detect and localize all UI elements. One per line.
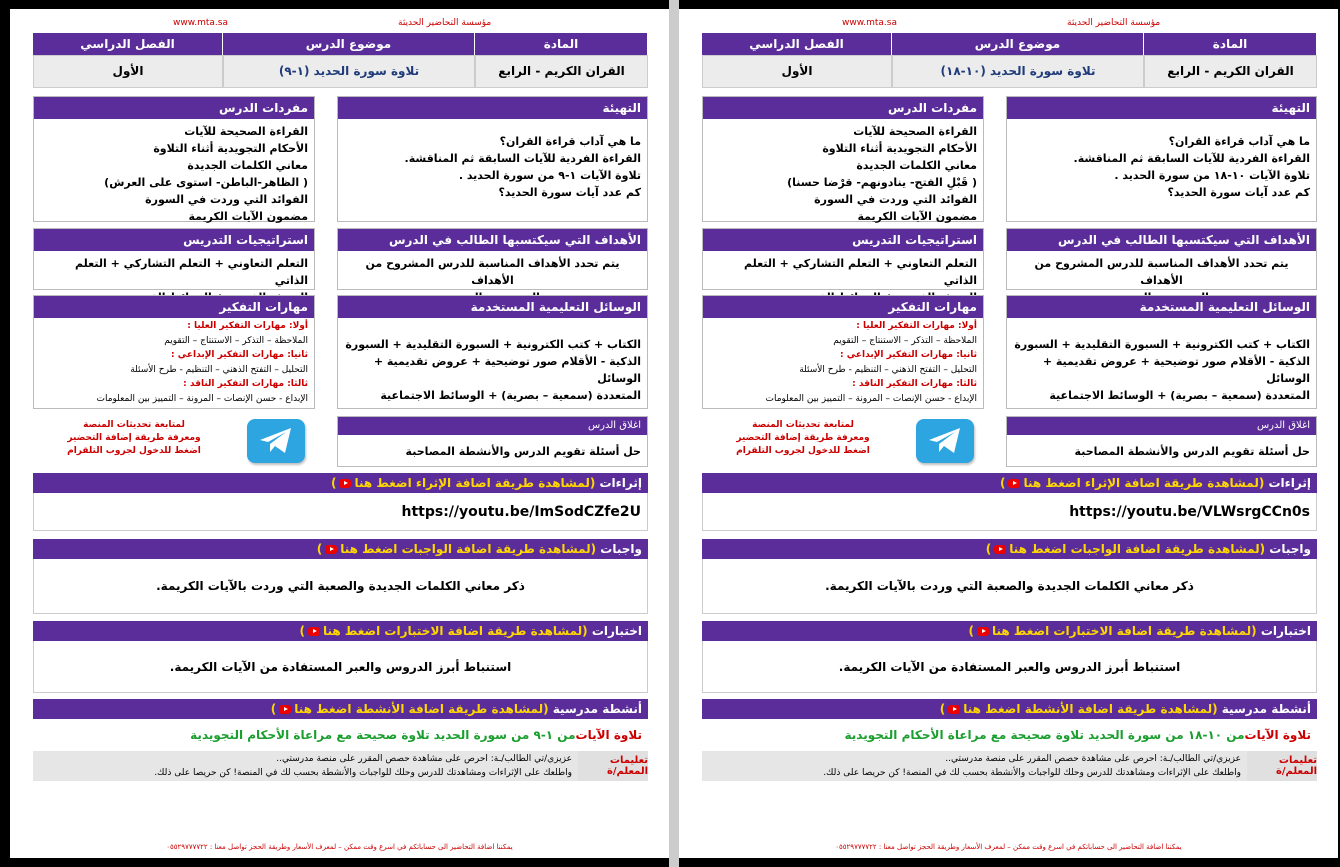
goals-section <box>337 228 648 290</box>
strategies-title: استراتيجيات التدريس <box>34 229 314 251</box>
intro-section <box>1006 96 1317 222</box>
telegram-promo[interactable] <box>728 419 878 458</box>
tests-label: اختبارات <box>587 624 642 638</box>
instructions-line: واطلعك على الإثراءات ومشاهدتك للدرس وحلك للواجبات والأنشطة بحسب لك في المنصة! كن حريصا على ذلك. <box>823 768 1241 778</box>
activities-header[interactable]: أنشطة مدرسية (لمشاهدة طريقة اضافة الأنشطة اضغط هنا) <box>702 699 1317 719</box>
youtube-icon[interactable] <box>977 627 989 636</box>
left-border <box>0 0 10 867</box>
th-topic: موضوع الدرس <box>223 33 475 55</box>
tests-body <box>33 641 648 693</box>
strategies-title: استراتيجيات التدريس <box>703 229 983 251</box>
th-topic: موضوع الدرس <box>892 33 1144 55</box>
tests-text: استنباط أبرز الدروس والعبر المستفادة من الآيات الكريمة. <box>838 659 1181 674</box>
subject-value: القران الكريم - الرابع <box>475 55 648 88</box>
enrichment-link[interactable]: https://youtu.be/ImSodCZfe2U <box>401 503 641 520</box>
promo-line: اضغط للدخول لجروب التلقرام <box>67 446 201 456</box>
youtube-icon[interactable] <box>948 705 960 714</box>
media-section <box>1006 295 1317 409</box>
activities-label: أنشطة مدرسية <box>548 702 642 716</box>
skills-heading: ثالثا: مهارات التفكير الناقد : <box>852 379 977 389</box>
closing-text: حل أسئلة تقويم الدرس والأنشطة المصاحبة <box>1074 445 1310 458</box>
tests-header[interactable]: اختبارات (لمشاهدة طريقة اضافة الاختبارات اضغط هنا) <box>702 621 1317 641</box>
vocab-line: مضمون الآيات الكريمة <box>188 210 308 223</box>
skills-heading: أولا: مهارات التفكير العليا : <box>856 321 977 331</box>
goals-line: يتم تحدد الأهداف المناسبة للدرس المشروح من الأهداف <box>1034 257 1289 287</box>
lesson-plan-page <box>10 9 669 858</box>
instructions-line: عزيزي/تي الطالب/ـة: احرص على مشاهدة حصص المقرر على منصة مدرستي.. <box>276 754 572 764</box>
instructions-line: واطلعك على الإثراءات ومشاهدتك للدرس وحلك للواجبات والأنشطة بحسب لك في المنصة! كن حريصا على ذلك. <box>154 768 572 778</box>
activities-red-text: تلاوة الآيات <box>1244 728 1311 742</box>
activities-body <box>33 719 648 751</box>
media-line: المتعددة (سمعية – بصرية) + الوسائط الاجتماعية <box>1049 389 1310 402</box>
tests-link-text[interactable]: (لمشاهدة طريقة اضافة الاختبارات اضغط هنا <box>992 624 1257 638</box>
youtube-icon[interactable] <box>994 545 1006 554</box>
page-separator <box>669 0 679 867</box>
vocab-section <box>33 96 315 222</box>
topic-value: تلاوة سورة الحديد (١-٩) <box>223 55 475 88</box>
site-url[interactable]: www.mta.sa <box>173 18 228 28</box>
instructions-line: عزيزي/تي الطالب/ـة: احرص على مشاهدة حصص المقرر على منصة مدرستي.. <box>945 754 1241 764</box>
skills-line: التحليل – التفتح الذهني – التنظيم - طرح الأسئلة <box>799 364 977 375</box>
youtube-icon[interactable] <box>279 705 291 714</box>
media-title: الوسائل التعليمية المستخدمة <box>338 296 647 318</box>
closing-title: اغلاق الدرس <box>1007 417 1316 435</box>
activities-link-text[interactable]: (لمشاهدة طريقة اضافة الأنشطة اضغط هنا <box>963 702 1218 716</box>
activities-green-text: من ١٠-١٨ من سورة الحديد تلاوة صحيحة مع مراعاة الأحكام التجويدية <box>844 728 1245 742</box>
tests-text: استنباط أبرز الدروس والعبر المستفادة من الآيات الكريمة. <box>169 659 512 674</box>
media-title: الوسائل التعليمية المستخدمة <box>1007 296 1316 318</box>
closing-section <box>1006 416 1317 467</box>
media-section <box>337 295 648 409</box>
homework-label: واجبات <box>596 542 642 556</box>
vocab-line: الفوائد التي وردت في السورة <box>145 193 308 206</box>
media-line: الكتاب + كتب الكترونية + السبورة التقليدية + السبورة <box>345 338 641 351</box>
media-line: الذكية - الأقلام صور توضيحية + عروض تقديمية + الوسائل <box>1042 355 1310 385</box>
activities-body <box>702 719 1317 751</box>
instructions-text <box>702 751 1247 781</box>
telegram-icon[interactable] <box>916 419 974 463</box>
strategies-section <box>702 228 984 290</box>
vocab-line: مضمون الآيات الكريمة <box>857 210 977 223</box>
strategy-line: التعلم التعاوني + التعلم التشاركي + التعلم الذاتي <box>75 257 308 287</box>
semester-value: الأول <box>702 55 892 88</box>
skills-heading: ثالثا: مهارات التفكير الناقد : <box>183 379 308 389</box>
semester-value: الأول <box>33 55 223 88</box>
homework-body <box>33 559 648 614</box>
homework-body <box>702 559 1317 614</box>
vocab-example: ( الظاهر-الباطن- استوى على العرش) <box>104 176 308 189</box>
intro-question: كم عدد آيات سورة الحديد؟ <box>1167 186 1310 199</box>
homework-header[interactable]: واجبات (لمشاهدة طريقة اضافة الواجبات اضغط هنا) <box>33 539 648 559</box>
skills-line: الملاحظة – التذكر – الاستنتاج – التقويم <box>833 335 977 346</box>
vocab-title: مفردات الدرس <box>34 97 314 119</box>
vocab-title: مفردات الدرس <box>703 97 983 119</box>
skills-line: التحليل – التفتح الذهني – التنظيم - طرح الأسئلة <box>130 364 308 375</box>
youtube-icon[interactable] <box>325 545 337 554</box>
intro-question: القراءة الفردية للآيات السابقة ثم المناقشة. <box>1073 152 1310 165</box>
vocab-line: القراءة الصحيحة للآيات <box>184 125 308 138</box>
intro-title: التهيئة <box>1007 97 1316 119</box>
activities-green-text: من ١-٩ من سورة الحديد تلاوة صحيحة مع مراعاة الأحكام التجويدية <box>190 728 576 742</box>
tests-label: اختبارات <box>1256 624 1311 638</box>
closing-section <box>337 416 648 467</box>
site-url[interactable]: www.mta.sa <box>842 18 897 28</box>
skills-line: الإبداع - حسن الإنصات – المرونة – التمييز بين المعلومات <box>96 393 308 404</box>
homework-label: واجبات <box>1265 542 1311 556</box>
goals-line: يتم تحدد الأهداف المناسبة للدرس المشروح من الأهداف <box>365 257 620 287</box>
topic-value: تلاوة سورة الحديد (١٠-١٨) <box>892 55 1144 88</box>
promo-line: لمتابعة تحديثات المنصة <box>752 420 854 430</box>
enrichment-link-text[interactable]: (لمشاهدة طريقة اضافة الإثراء اضغط هنا <box>1023 476 1265 490</box>
vocab-line: القراءة الصحيحة للآيات <box>853 125 977 138</box>
intro-title: التهيئة <box>338 97 647 119</box>
skills-heading: أولا: مهارات التفكير العليا : <box>187 321 308 331</box>
vocab-section <box>702 96 984 222</box>
skills-heading: ثانيا: مهارات التفكير الإبداعي : <box>840 350 977 360</box>
instructions-text <box>33 751 578 781</box>
th-subject: المادة <box>475 33 648 55</box>
homework-link-text[interactable]: (لمشاهدة طريقة اضافة الواجبات اضغط هنا <box>1009 542 1266 556</box>
homework-text: ذكر معاني الكلمات الجديدة والصعبة التي وردت بالآيات الكريمة. <box>156 579 525 593</box>
promo-line: ومعرفة طريقة إضافة التحضير <box>67 433 201 443</box>
instructions-label: تعليمات المعلم/ة <box>578 751 648 781</box>
enrichment-header[interactable]: إثراءات (لمشاهدة طريقة اضافة الإثراء اضغط هنا) <box>33 473 648 493</box>
enrichment-link-text[interactable]: (لمشاهدة طريقة اضافة الإثراء اضغط هنا <box>354 476 596 490</box>
intro-question: تلاوة الآيات ١٠-١٨ من سورة الحديد . <box>1114 169 1310 182</box>
telegram-promo[interactable] <box>59 419 209 458</box>
skills-title: مهارات التفكير <box>703 296 983 318</box>
intro-section <box>337 96 648 222</box>
intro-question: ما هي آداب قراءة القران؟ <box>1168 135 1310 148</box>
th-semester: الفصل الدراسي <box>33 33 223 55</box>
promo-line: لمتابعة تحديثات المنصة <box>83 420 185 430</box>
lesson-plan-page <box>679 9 1338 858</box>
goals-section <box>1006 228 1317 290</box>
goals-title: الأهداف التي سيكتسبها الطالب في الدرس <box>1007 229 1316 251</box>
vocab-line: معاني الكلمات الجديدة <box>856 159 977 172</box>
skills-title: مهارات التفكير <box>34 296 314 318</box>
goals-title: الأهداف التي سيكتسبها الطالب في الدرس <box>338 229 647 251</box>
enrichment-link[interactable]: https://youtu.be/VLWsrgCCn0s <box>1069 503 1310 520</box>
enrichment-header[interactable]: إثراءات (لمشاهدة طريقة اضافة الإثراء اضغط هنا) <box>702 473 1317 493</box>
media-line: المتعددة (سمعية – بصرية) + الوسائط الاجتماعية <box>380 389 641 402</box>
youtube-icon[interactable] <box>308 627 320 636</box>
vocab-example: ( قَبْلِ الفتح- ينادونهم- قرْضا حسنا) <box>787 176 977 189</box>
activities-red-text: تلاوة الآيات <box>575 728 642 742</box>
youtube-icon[interactable] <box>1008 479 1020 488</box>
vocab-line: الأحكام التجويدية أثناء التلاوة <box>153 142 308 155</box>
tests-link-text[interactable]: (لمشاهدة طريقة اضافة الاختبارات اضغط هنا <box>323 624 588 638</box>
tests-header[interactable]: اختبارات (لمشاهدة طريقة اضافة الاختبارات اضغط هنا) <box>33 621 648 641</box>
strategy-line: التعلم التعاوني + التعلم التشاركي + التعلم الذاتي <box>744 257 977 287</box>
enrichment-body <box>702 493 1317 531</box>
enrichment-label: إثراءات <box>595 476 642 490</box>
intro-question: كم عدد آيات سورة الحديد؟ <box>498 186 641 199</box>
enrichment-label: إثراءات <box>1264 476 1311 490</box>
tests-body <box>702 641 1317 693</box>
media-line: الذكية - الأقلام صور توضيحية + عروض تقديمية + الوسائل <box>373 355 641 385</box>
thinking-skills-section <box>33 295 315 409</box>
homework-link-text[interactable]: (لمشاهدة طريقة اضافة الواجبات اضغط هنا <box>340 542 597 556</box>
media-line: الكتاب + كتب الكترونية + السبورة التقليدية + السبورة <box>1014 338 1310 351</box>
thinking-skills-section <box>702 295 984 409</box>
skills-heading: ثانيا: مهارات التفكير الإبداعي : <box>171 350 308 360</box>
intro-question: القراءة الفردية للآيات السابقة ثم المناقشة. <box>404 152 641 165</box>
intro-question: تلاوة الآيات ١-٩ من سورة الحديد . <box>458 169 641 182</box>
activities-link-text[interactable]: (لمشاهدة طريقة اضافة الأنشطة اضغط هنا <box>294 702 549 716</box>
telegram-icon[interactable] <box>247 419 305 463</box>
intro-question: ما هي آداب قراءة القران؟ <box>499 135 641 148</box>
subject-value: القران الكريم - الرابع <box>1144 55 1317 88</box>
enrichment-body <box>33 493 648 531</box>
vocab-line: الأحكام التجويدية أثناء التلاوة <box>822 142 977 155</box>
vocab-line: معاني الكلمات الجديدة <box>187 159 308 172</box>
org-name: مؤسسة التحاضير الحديثة <box>398 18 492 28</box>
homework-header[interactable]: واجبات (لمشاهدة طريقة اضافة الواجبات اضغط هنا) <box>702 539 1317 559</box>
promo-line: ومعرفة طريقة إضافة التحضير <box>736 433 870 443</box>
org-name: مؤسسة التحاضير الحديثة <box>1067 18 1161 28</box>
promo-line: اضغط للدخول لجروب التلقرام <box>736 446 870 456</box>
homework-text: ذكر معاني الكلمات الجديدة والصعبة التي وردت بالآيات الكريمة. <box>825 579 1194 593</box>
footer-note: يمكننا اضافة التحاضير الى حساباتكم في اسرع وقت ممكن – لمعرف الأسعار وطريقة الحجز تواصل معنا : ٠٥٥٢٩٧٧٧٧٢٢ <box>166 843 513 851</box>
th-subject: المادة <box>1144 33 1317 55</box>
youtube-icon[interactable] <box>339 479 351 488</box>
vocab-line: الفوائد التي وردت في السورة <box>814 193 977 206</box>
instructions-label: تعليمات المعلم/ة <box>1247 751 1317 781</box>
footer-note: يمكننا اضافة التحاضير الى حساباتكم في اسرع وقت ممكن – لمعرف الأسعار وطريقة الحجز تواصل معنا : ٠٥٥٢٩٧٧٧٧٢٢ <box>835 843 1182 851</box>
closing-text: حل أسئلة تقويم الدرس والأنشطة المصاحبة <box>405 445 641 458</box>
th-semester: الفصل الدراسي <box>702 33 892 55</box>
closing-title: اغلاق الدرس <box>338 417 647 435</box>
skills-line: الإبداع - حسن الإنصات – المرونة – التمييز بين المعلومات <box>765 393 977 404</box>
skills-line: الملاحظة – التذكر – الاستنتاج – التقويم <box>164 335 308 346</box>
activities-label: أنشطة مدرسية <box>1217 702 1311 716</box>
strategies-section <box>33 228 315 290</box>
activities-header[interactable]: أنشطة مدرسية (لمشاهدة طريقة اضافة الأنشطة اضغط هنا) <box>33 699 648 719</box>
